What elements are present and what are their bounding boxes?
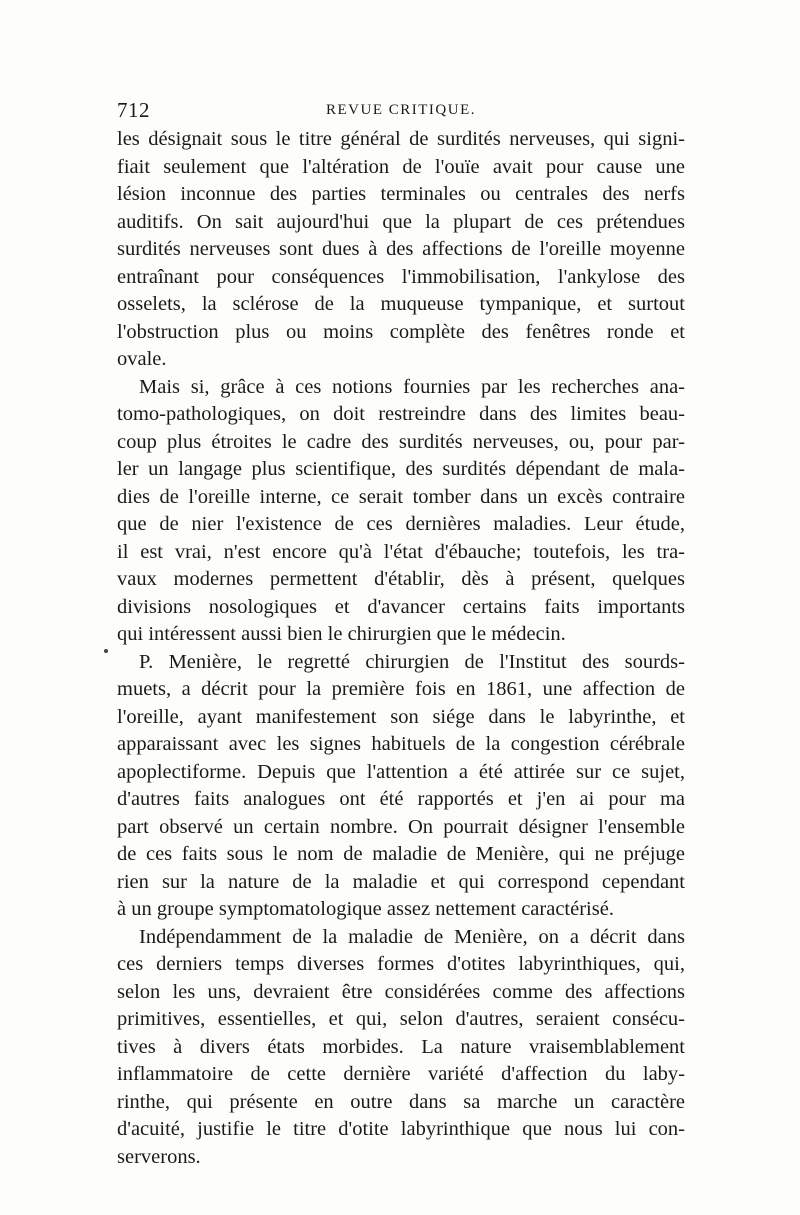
text-line: l'obstruction plus ou moins complète des fenêtres ronde et [117, 320, 685, 343]
text-line: osselets, la sclérose de la muqueuse tympanique, et surtout [117, 293, 685, 315]
text-line: l'oreille, ayant manifestement son siége dans le labyrinthe, et [117, 705, 685, 728]
text-line: dies de l'oreille interne, ce serait tomber dans un excès contraire [117, 485, 685, 508]
text-line: vaux modernes permettent d'établir, dès à présent, quelques [117, 568, 685, 590]
text-line: tomo-pathologiques, on doit restreindre dans des limites beau- [117, 403, 685, 425]
text-line: P. Menière, le regretté chirurgien de l'Institut des sourds- [139, 650, 685, 673]
text-line: il est vrai, n'est encore qu'à l'état d'ébauche; toutefois, les tra- [117, 540, 685, 563]
text-line: d'autres faits analogues ont été rapportés et j'en ai pour ma [117, 788, 685, 810]
text-line: apoplectiforme. Depuis que l'attention a été attirée sur ce sujet, [117, 760, 685, 783]
text-line: surdités nerveuses sont dues à des affections de l'oreille moyenne [117, 238, 685, 260]
text-line: ovale. [117, 348, 167, 370]
text-line: muets, a décrit pour la première fois en 1861, une affection de [117, 678, 685, 700]
text-line: fiait seulement que l'altération de l'ouïe avait pour cause une [117, 155, 685, 178]
body-text [117, 126, 685, 1171]
page-number: 712 [117, 98, 150, 122]
text-line: auditifs. On sait aujourd'hui que la plupart de ces prétendues [117, 210, 685, 233]
text-line: rien sur la nature de la maladie et qui correspond cependant [117, 870, 685, 893]
text-line: selon les uns, devraient être considérées comme des affections [117, 980, 685, 1003]
text-line: ces derniers temps diverses formes d'otites labyrinthiques, qui, [117, 953, 685, 975]
text-line: tives à divers états morbides. La nature vraisemblablement [117, 1035, 685, 1058]
text-line: ler un langage plus scientifique, des surdités dépendant de mala- [117, 458, 685, 480]
text-line: divisions nosologiques et d'avancer certains faits importants [117, 595, 685, 618]
text-line: inflammatoire de cette dernière variété d'affection du laby- [117, 1063, 685, 1085]
text-line: d'acuité, justifie le titre d'otite labyrinthique que nous lui con- [117, 1118, 685, 1140]
page-header [117, 98, 685, 124]
text-line: les désignait sous le titre général de surdités nerveuses, qui signi- [117, 128, 685, 150]
text-line: rinthe, qui présente en outre dans sa marche un caractère [117, 1090, 685, 1113]
text-line: serverons. [117, 1145, 201, 1168]
running-head: REVUE CRITIQUE. [326, 102, 476, 118]
text-line: Mais si, grâce à ces notions fournies par les recherches ana- [139, 375, 685, 398]
text-line: apparaissant avec les signes habituels de la congestion cérébrale [117, 733, 685, 755]
text-line: primitives, essentielles, et qui, selon d'autres, seraient consécu- [117, 1008, 685, 1030]
text-line: de ces faits sous le nom de maladie de Menière, qui ne préjuge [117, 843, 685, 865]
text-line: que de nier l'existence de ces dernières maladies. Leur étude, [117, 513, 685, 535]
text-line: Indépendamment de la maladie de Menière, on a décrit dans [139, 925, 685, 948]
text-line: à un groupe symptomatologique assez nettement caractérisé. [117, 898, 614, 920]
text-line: part observé un certain nombre. On pourrait désigner l'ensemble [117, 815, 685, 838]
text-line: entraînant pour conséquences l'immobilisation, l'ankylose des [117, 265, 685, 288]
text-line: lésion inconnue des parties terminales ou centrales des nerfs [117, 183, 685, 205]
text-line: coup plus étroites le cadre des surdités nerveuses, ou, pour par- [117, 430, 685, 453]
margin-mark [104, 649, 108, 653]
text-line: qui intéressent aussi bien le chirurgien que le médecin. [117, 623, 566, 645]
